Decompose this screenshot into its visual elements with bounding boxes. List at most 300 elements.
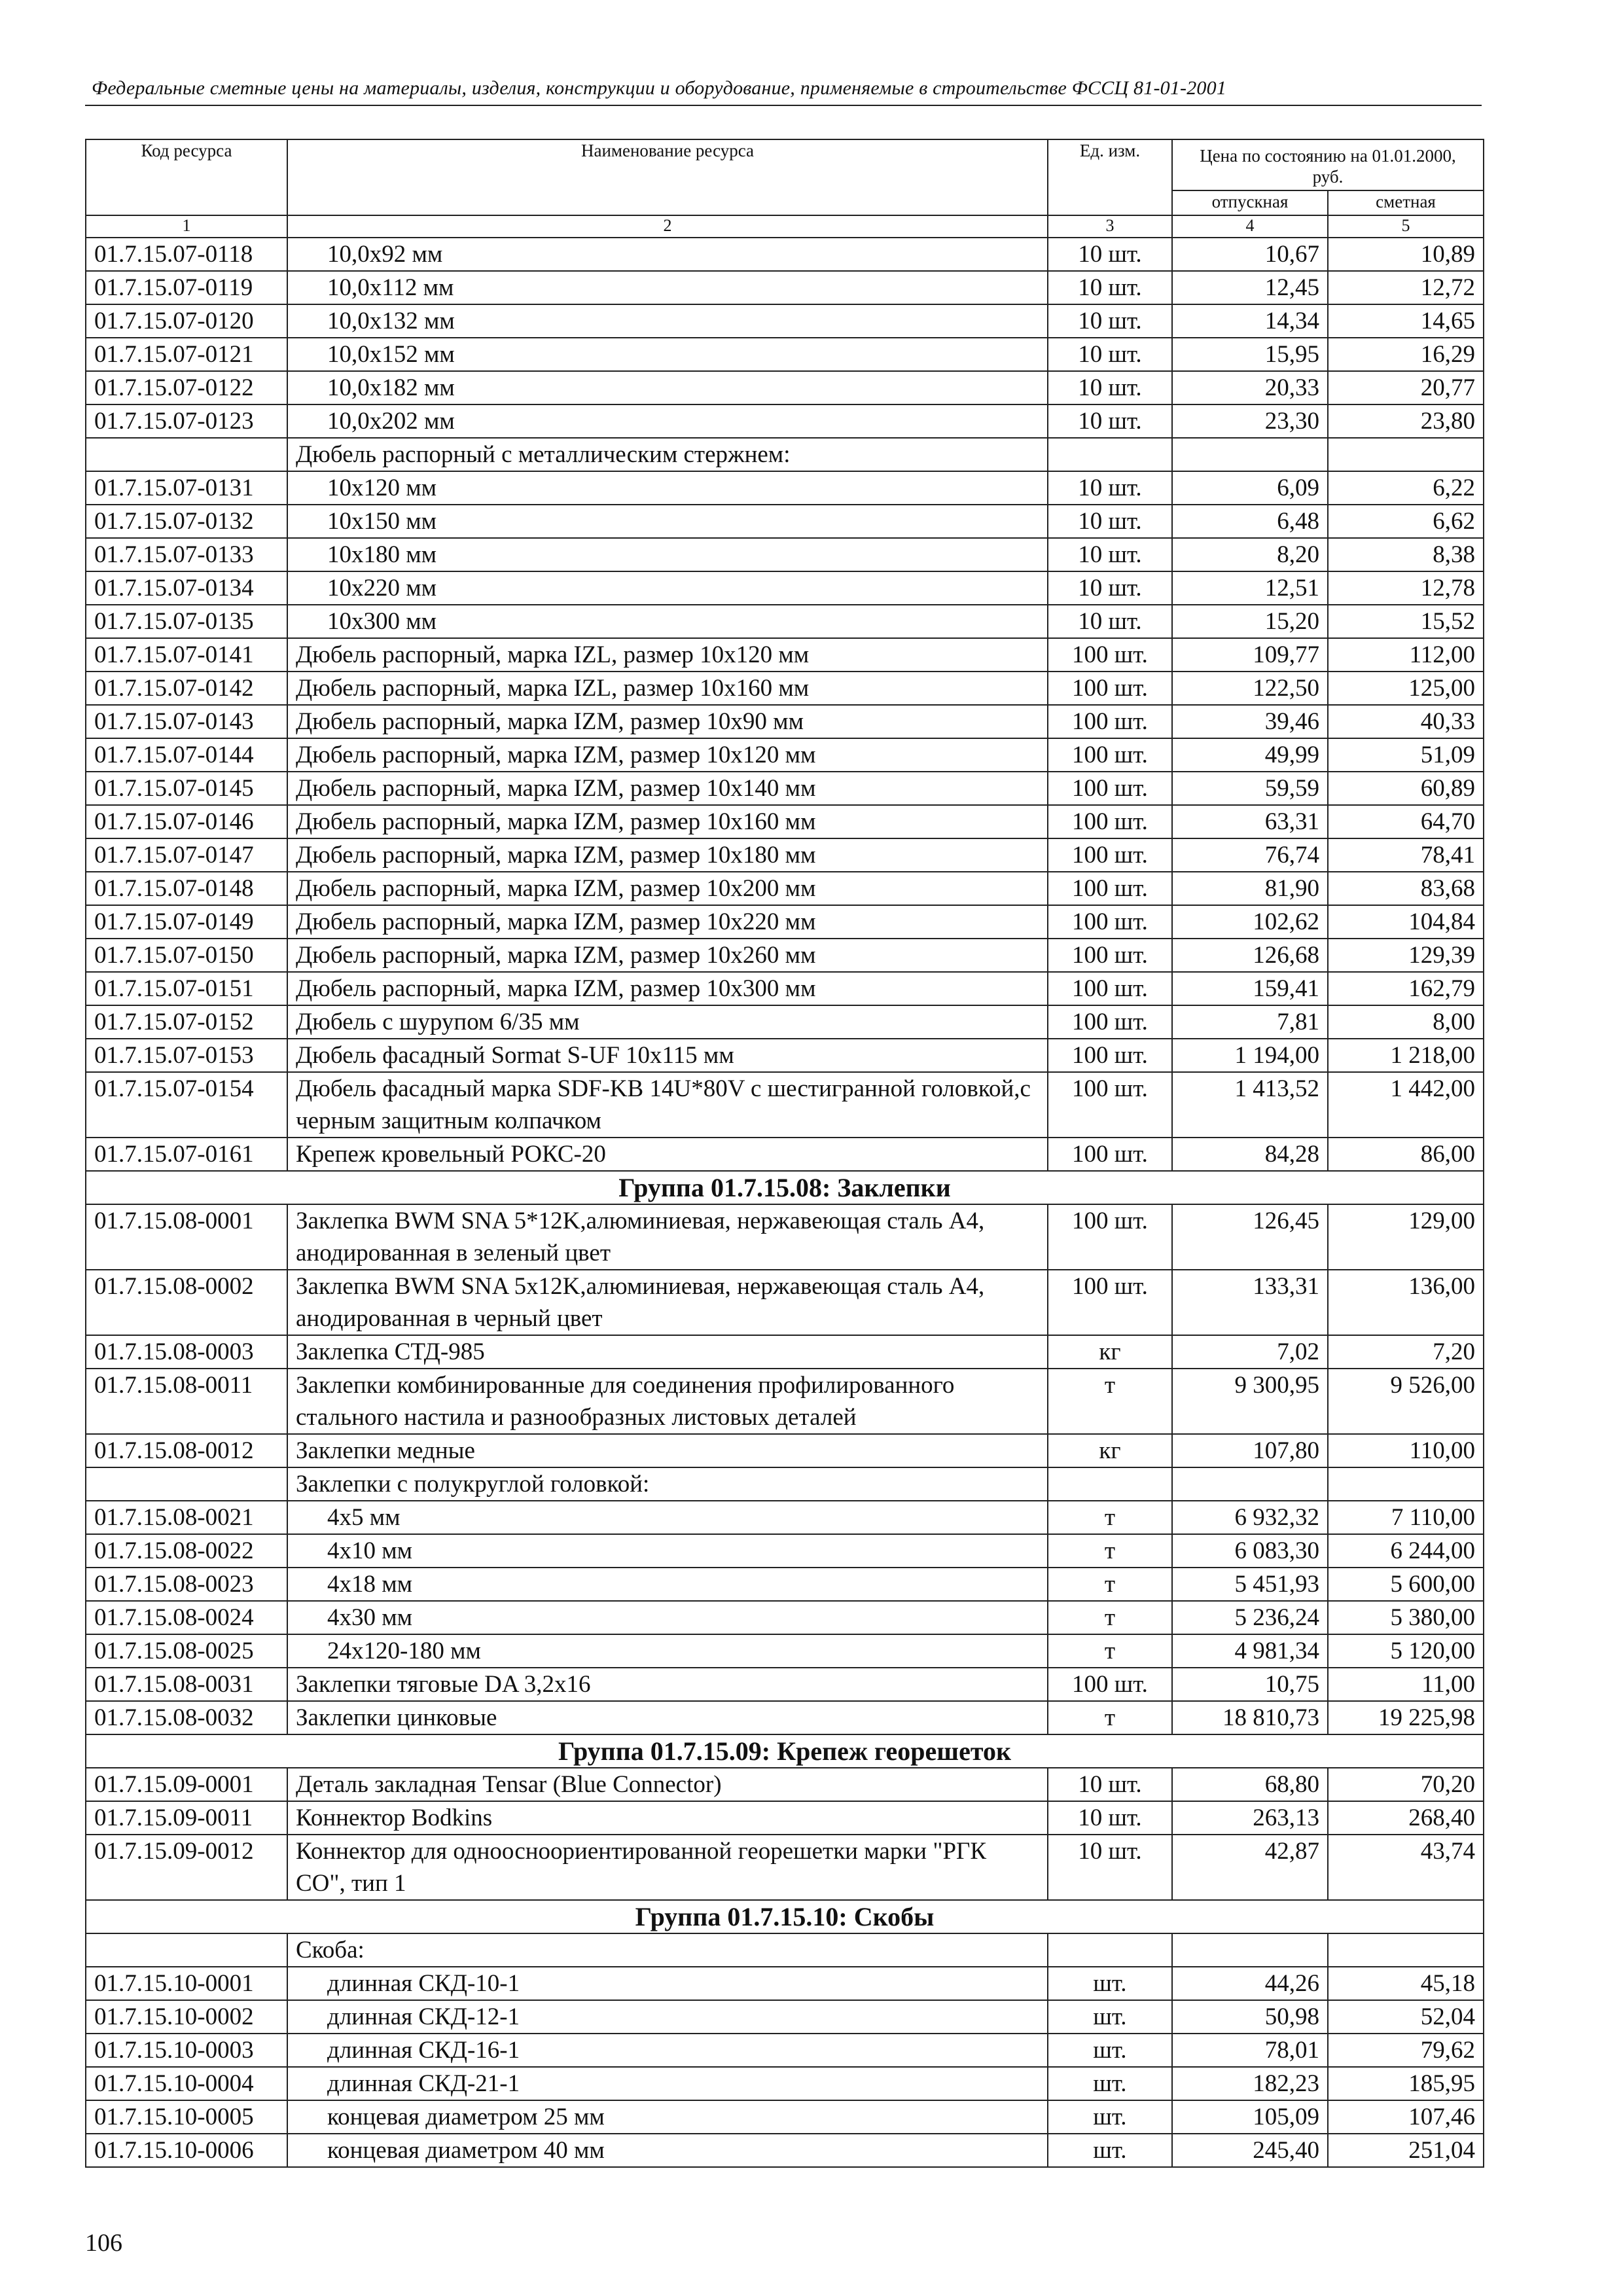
- estimate-price: 129,39: [1328, 939, 1484, 972]
- column-number: 2: [287, 215, 1048, 238]
- resource-code: 01.7.15.07-0154: [86, 1072, 287, 1138]
- unit: 100 шт.: [1048, 905, 1172, 939]
- release-price: 44,26: [1172, 1967, 1328, 2000]
- resource-code: 01.7.15.08-0025: [86, 1634, 287, 1668]
- table-row: [86, 571, 1484, 605]
- table-row: [86, 1801, 1484, 1835]
- resource-code: 01.7.15.07-0145: [86, 772, 287, 805]
- header-rule: [85, 105, 1482, 106]
- estimate-price: 23,80: [1328, 404, 1484, 438]
- resource-code: 01.7.15.07-0148: [86, 872, 287, 905]
- resource-name: Коннектор Bodkins: [287, 1801, 1048, 1835]
- release-price: 81,90: [1172, 872, 1328, 905]
- resource-code: 01.7.15.07-0146: [86, 805, 287, 838]
- table-row: [86, 1005, 1484, 1039]
- header-estimate: сметная: [1328, 190, 1484, 215]
- unit: т: [1048, 1568, 1172, 1601]
- release-price: 12,45: [1172, 271, 1328, 304]
- table-row: [86, 1072, 1484, 1138]
- estimate-price: 19 225,98: [1328, 1701, 1484, 1734]
- resource-name: Дюбель распорный, марка IZL, размер 10x120 мм: [287, 638, 1048, 672]
- resource-name: 4x10 мм: [287, 1534, 1048, 1568]
- estimate-price: 185,95: [1328, 2067, 1484, 2100]
- unit: 100 шт.: [1048, 772, 1172, 805]
- estimate-price: 104,84: [1328, 905, 1484, 939]
- resource-code: 01.7.15.07-0152: [86, 1005, 287, 1039]
- estimate-price: 9 526,00: [1328, 1369, 1484, 1434]
- table-row: [86, 939, 1484, 972]
- subheader-title: Заклепки с полукруглой головкой:: [287, 1467, 1048, 1501]
- resource-name: 10,0x202 мм: [287, 404, 1048, 438]
- resource-code: 01.7.15.08-0024: [86, 1601, 287, 1634]
- estimate-price: 136,00: [1328, 1270, 1484, 1335]
- resource-name: Дюбель с шурупом 6/35 мм: [287, 1005, 1048, 1039]
- resource-code: 01.7.15.07-0122: [86, 371, 287, 404]
- unit: 10 шт.: [1048, 371, 1172, 404]
- unit: 100 шт.: [1048, 1039, 1172, 1072]
- table-row: [86, 1568, 1484, 1601]
- table-row: [86, 1369, 1484, 1434]
- resource-code: 01.7.15.08-0002: [86, 1270, 287, 1335]
- table-row: [86, 1501, 1484, 1534]
- estimate-price: 83,68: [1328, 872, 1484, 905]
- release-price: 76,74: [1172, 838, 1328, 872]
- table-row: [86, 1967, 1484, 2000]
- resource-name: Дюбель распорный, марка IZM, размер 10x90 мм: [287, 705, 1048, 738]
- resource-code: 01.7.15.08-0001: [86, 1204, 287, 1270]
- unit: 10 шт.: [1048, 538, 1172, 571]
- resource-code: 01.7.15.08-0012: [86, 1434, 287, 1467]
- table-row: [86, 338, 1484, 371]
- unit: 100 шт.: [1048, 638, 1172, 672]
- estimate-price: 16,29: [1328, 338, 1484, 371]
- estimate-price: 7,20: [1328, 1335, 1484, 1369]
- release-price: 182,23: [1172, 2067, 1328, 2100]
- estimate-price: 125,00: [1328, 672, 1484, 705]
- resource-name: 10,0x132 мм: [287, 304, 1048, 338]
- table-row: [86, 1534, 1484, 1568]
- group-title: Группа 01.7.15.09: Крепеж георешеток: [86, 1734, 1484, 1768]
- resource-name: 10x180 мм: [287, 538, 1048, 571]
- release-price: 23,30: [1172, 404, 1328, 438]
- resource-name: Дюбель распорный, марка IZM, размер 10x140 мм: [287, 772, 1048, 805]
- table-row: [86, 705, 1484, 738]
- unit: 10 шт.: [1048, 238, 1172, 271]
- estimate-price: 6 244,00: [1328, 1534, 1484, 1568]
- estimate-price: 5 380,00: [1328, 1601, 1484, 1634]
- resource-code: 01.7.15.07-0120: [86, 304, 287, 338]
- column-number: 1: [86, 215, 287, 238]
- release-price: [1172, 1467, 1328, 1501]
- unit: шт.: [1048, 2034, 1172, 2067]
- subheader-row: [86, 1467, 1484, 1501]
- resource-code: 01.7.15.07-0150: [86, 939, 287, 972]
- table-row: [86, 1768, 1484, 1801]
- table-row: [86, 772, 1484, 805]
- resource-code: 01.7.15.08-0023: [86, 1568, 287, 1601]
- resource-code: 01.7.15.07-0149: [86, 905, 287, 939]
- release-price: 263,13: [1172, 1801, 1328, 1835]
- subheader-row: [86, 438, 1484, 471]
- unit: 100 шт.: [1048, 872, 1172, 905]
- release-price: 126,68: [1172, 939, 1328, 972]
- resource-code: 01.7.15.08-0011: [86, 1369, 287, 1434]
- resource-name: длинная СКД-16-1: [287, 2034, 1048, 2067]
- resource-code: 01.7.15.07-0161: [86, 1138, 287, 1171]
- resource-code: 01.7.15.10-0005: [86, 2100, 287, 2134]
- estimate-price: 45,18: [1328, 1967, 1484, 2000]
- header-name: Наименование ресурса: [287, 139, 1048, 215]
- release-price: 7,81: [1172, 1005, 1328, 1039]
- unit: 10 шт.: [1048, 471, 1172, 505]
- resource-code: 01.7.15.07-0119: [86, 271, 287, 304]
- table-row: [86, 838, 1484, 872]
- unit: [1048, 438, 1172, 471]
- release-price: 59,59: [1172, 772, 1328, 805]
- resource-name: Дюбель распорный, марка IZM, размер 10x260 мм: [287, 939, 1048, 972]
- resource-code: 01.7.15.09-0012: [86, 1835, 287, 1900]
- unit: 100 шт.: [1048, 1204, 1172, 1270]
- estimate-price: 60,89: [1328, 772, 1484, 805]
- release-price: 4 981,34: [1172, 1634, 1328, 1668]
- resource-name: Крепеж кровельный РОКС-20: [287, 1138, 1048, 1171]
- resource-code: 01.7.15.07-0142: [86, 672, 287, 705]
- resource-name: 10x150 мм: [287, 505, 1048, 538]
- unit: 10 шт.: [1048, 571, 1172, 605]
- estimate-price: 8,00: [1328, 1005, 1484, 1039]
- unit: т: [1048, 1601, 1172, 1634]
- estimate-price: 12,72: [1328, 271, 1484, 304]
- resource-code: 01.7.15.08-0031: [86, 1668, 287, 1701]
- unit: 100 шт.: [1048, 939, 1172, 972]
- table-row: [86, 505, 1484, 538]
- unit: 100 шт.: [1048, 1668, 1172, 1701]
- table-row: [86, 371, 1484, 404]
- release-price: 1 413,52: [1172, 1072, 1328, 1138]
- unit: шт.: [1048, 2134, 1172, 2167]
- release-price: 68,80: [1172, 1768, 1328, 1801]
- resource-code: 01.7.15.08-0021: [86, 1501, 287, 1534]
- resource-code: [86, 1933, 287, 1967]
- release-price: 6 083,30: [1172, 1534, 1328, 1568]
- resource-name: Дюбель распорный, марка IZM, размер 10x300 мм: [287, 972, 1048, 1005]
- resource-name: концевая диаметром 40 мм: [287, 2134, 1048, 2167]
- release-price: 15,95: [1172, 338, 1328, 371]
- resource-code: 01.7.15.07-0143: [86, 705, 287, 738]
- resource-code: 01.7.15.09-0011: [86, 1801, 287, 1835]
- group-row: [86, 1900, 1484, 1933]
- estimate-price: 5 600,00: [1328, 1568, 1484, 1601]
- table-row: [86, 1701, 1484, 1734]
- unit: кг: [1048, 1335, 1172, 1369]
- table-row: [86, 1835, 1484, 1900]
- resource-name: Заклепки медные: [287, 1434, 1048, 1467]
- estimate-price: 11,00: [1328, 1668, 1484, 1701]
- resource-code: 01.7.15.10-0006: [86, 2134, 287, 2167]
- resource-code: 01.7.15.07-0144: [86, 738, 287, 772]
- release-price: 10,67: [1172, 238, 1328, 271]
- table-row: [86, 872, 1484, 905]
- resource-name: Дюбель фасадный марка SDF-KB 14U*80V с шестигранной головкой,с черным защитным колпачком: [287, 1072, 1048, 1138]
- resource-code: 01.7.15.07-0135: [86, 605, 287, 638]
- estimate-price: 7 110,00: [1328, 1501, 1484, 1534]
- resource-name: 10x120 мм: [287, 471, 1048, 505]
- resource-code: 01.7.15.07-0153: [86, 1039, 287, 1072]
- unit: 10 шт.: [1048, 304, 1172, 338]
- resource-name: Коннектор для одноосноориентированной георешетки марки "РГК СО", тип 1: [287, 1835, 1048, 1900]
- release-price: 6,48: [1172, 505, 1328, 538]
- release-price: 12,51: [1172, 571, 1328, 605]
- table-row: [86, 2034, 1484, 2067]
- release-price: 6 932,32: [1172, 1501, 1328, 1534]
- resource-name: 4x5 мм: [287, 1501, 1048, 1534]
- estimate-price: 12,78: [1328, 571, 1484, 605]
- estimate-price: 79,62: [1328, 2034, 1484, 2067]
- estimate-price: 10,89: [1328, 238, 1484, 271]
- resource-name: 10,0x182 мм: [287, 371, 1048, 404]
- estimate-price: 15,52: [1328, 605, 1484, 638]
- resource-name: Дюбель распорный, марка IZM, размер 10x200 мм: [287, 872, 1048, 905]
- table-row: [86, 1634, 1484, 1668]
- resource-code: 01.7.15.09-0001: [86, 1768, 287, 1801]
- header-unit: Ед. изм.: [1048, 139, 1172, 215]
- resource-code: 01.7.15.08-0022: [86, 1534, 287, 1568]
- estimate-price: 86,00: [1328, 1138, 1484, 1171]
- release-price: 159,41: [1172, 972, 1328, 1005]
- table-body: [86, 238, 1484, 2167]
- estimate-price: 107,46: [1328, 2100, 1484, 2134]
- table-row: [86, 605, 1484, 638]
- resource-name: Дюбель распорный, марка IZM, размер 10x120 мм: [287, 738, 1048, 772]
- table-row: [86, 738, 1484, 772]
- resource-name: Дюбель распорный, марка IZL, размер 10x160 мм: [287, 672, 1048, 705]
- group-title: Группа 01.7.15.10: Скобы: [86, 1900, 1484, 1933]
- release-price: 102,62: [1172, 905, 1328, 939]
- estimate-price: 129,00: [1328, 1204, 1484, 1270]
- header-price: Цена по состоянию на 01.01.2000, руб.: [1172, 139, 1484, 190]
- resource-name: 10,0x152 мм: [287, 338, 1048, 371]
- release-price: 18 810,73: [1172, 1701, 1328, 1734]
- resource-name: длинная СКД-21-1: [287, 2067, 1048, 2100]
- table-row: [86, 404, 1484, 438]
- unit: 100 шт.: [1048, 1270, 1172, 1335]
- release-price: 42,87: [1172, 1835, 1328, 1900]
- release-price: 5 451,93: [1172, 1568, 1328, 1601]
- resource-code: 01.7.15.07-0131: [86, 471, 287, 505]
- estimate-price: 6,22: [1328, 471, 1484, 505]
- release-price: 7,02: [1172, 1335, 1328, 1369]
- resource-name: 24x120-180 мм: [287, 1634, 1048, 1668]
- resource-name: Дюбель распорный, марка IZM, размер 10x220 мм: [287, 905, 1048, 939]
- release-price: 10,75: [1172, 1668, 1328, 1701]
- resource-name: длинная СКД-10-1: [287, 1967, 1048, 2000]
- resource-code: 01.7.15.10-0003: [86, 2034, 287, 2067]
- unit: т: [1048, 1534, 1172, 1568]
- resource-code: 01.7.15.07-0118: [86, 238, 287, 271]
- release-price: [1172, 1933, 1328, 1967]
- unit: 100 шт.: [1048, 972, 1172, 1005]
- unit: т: [1048, 1701, 1172, 1734]
- resource-code: 01.7.15.08-0032: [86, 1701, 287, 1734]
- group-title: Группа 01.7.15.08: Заклепки: [86, 1171, 1484, 1204]
- column-number: 5: [1328, 215, 1484, 238]
- release-price: 78,01: [1172, 2034, 1328, 2067]
- unit: т: [1048, 1634, 1172, 1668]
- estimate-price: 268,40: [1328, 1801, 1484, 1835]
- estimate-price: 70,20: [1328, 1768, 1484, 1801]
- estimate-price: 112,00: [1328, 638, 1484, 672]
- release-price: 5 236,24: [1172, 1601, 1328, 1634]
- subheader-title: Скоба:: [287, 1933, 1048, 1967]
- unit: 100 шт.: [1048, 738, 1172, 772]
- unit: 10 шт.: [1048, 338, 1172, 371]
- subheader-title: Дюбель распорный с металлическим стержнем:: [287, 438, 1048, 471]
- table-row: [86, 972, 1484, 1005]
- release-price: 9 300,95: [1172, 1369, 1328, 1434]
- resource-name: 10,0x112 мм: [287, 271, 1048, 304]
- unit: 10 шт.: [1048, 404, 1172, 438]
- estimate-price: 1 442,00: [1328, 1072, 1484, 1138]
- table-row: [86, 271, 1484, 304]
- resource-name: Дюбель фасадный Sormat S-UF 10x115 мм: [287, 1039, 1048, 1072]
- resource-code: 01.7.15.10-0004: [86, 2067, 287, 2100]
- resource-code: 01.7.15.07-0133: [86, 538, 287, 571]
- table-row: [86, 1270, 1484, 1335]
- estimate-price: 14,65: [1328, 304, 1484, 338]
- release-price: 49,99: [1172, 738, 1328, 772]
- table-row: [86, 2134, 1484, 2167]
- unit: т: [1048, 1501, 1172, 1534]
- release-price: 20,33: [1172, 371, 1328, 404]
- group-row: [86, 1734, 1484, 1768]
- table-row: [86, 1601, 1484, 1634]
- resource-code: 01.7.15.07-0141: [86, 638, 287, 672]
- table-row: [86, 1335, 1484, 1369]
- unit: 10 шт.: [1048, 271, 1172, 304]
- resource-name: 10x220 мм: [287, 571, 1048, 605]
- table-row: [86, 238, 1484, 271]
- table-row: [86, 2000, 1484, 2034]
- column-number: 3: [1048, 215, 1172, 238]
- resource-name: Заклепки тяговые DA 3,2x16: [287, 1668, 1048, 1701]
- unit: 10 шт.: [1048, 1835, 1172, 1900]
- price-table: [85, 139, 1484, 2168]
- resource-code: 01.7.15.07-0132: [86, 505, 287, 538]
- resource-name: 4x18 мм: [287, 1568, 1048, 1601]
- resource-name: Заклепки комбинированные для соединения профилированного стального настила и разнообразных листовых деталей: [287, 1369, 1048, 1434]
- unit: 10 шт.: [1048, 505, 1172, 538]
- estimate-price: 8,38: [1328, 538, 1484, 571]
- unit: 100 шт.: [1048, 672, 1172, 705]
- estimate-price: [1328, 1933, 1484, 1967]
- release-price: 8,20: [1172, 538, 1328, 571]
- table-row: [86, 905, 1484, 939]
- table-row: [86, 1138, 1484, 1171]
- unit: шт.: [1048, 2100, 1172, 2134]
- resource-name: Заклепка BWM SNA 5*12K,алюминиевая, нержавеющая сталь А4, анодированная в зеленый цвет: [287, 1204, 1048, 1270]
- resource-name: Дюбель распорный, марка IZM, размер 10x180 мм: [287, 838, 1048, 872]
- release-price: 50,98: [1172, 2000, 1328, 2034]
- resource-code: 01.7.15.10-0001: [86, 1967, 287, 2000]
- table-row: [86, 805, 1484, 838]
- release-price: [1172, 438, 1328, 471]
- resource-code: 01.7.15.07-0134: [86, 571, 287, 605]
- release-price: 107,80: [1172, 1434, 1328, 1467]
- resource-name: концевая диаметром 25 мм: [287, 2100, 1048, 2134]
- estimate-price: [1328, 1467, 1484, 1501]
- resource-name: 4x30 мм: [287, 1601, 1048, 1634]
- unit: 100 шт.: [1048, 1005, 1172, 1039]
- page-header: Федеральные сметные цены на материалы, изделия, конструкции и оборудование, применяемые в строительстве ФССЦ 81-01-2001: [92, 77, 1227, 99]
- unit: 10 шт.: [1048, 1801, 1172, 1835]
- table-row: [86, 672, 1484, 705]
- estimate-price: [1328, 438, 1484, 471]
- header-code: Код ресурса: [86, 139, 287, 215]
- table-row: [86, 304, 1484, 338]
- header-release: отпускная: [1172, 190, 1328, 215]
- table-row: [86, 471, 1484, 505]
- estimate-price: 6,62: [1328, 505, 1484, 538]
- resource-code: 01.7.15.07-0151: [86, 972, 287, 1005]
- estimate-price: 51,09: [1328, 738, 1484, 772]
- release-price: 6,09: [1172, 471, 1328, 505]
- release-price: 245,40: [1172, 2134, 1328, 2167]
- unit: 100 шт.: [1048, 805, 1172, 838]
- subheader-row: [86, 1933, 1484, 1967]
- resource-name: Дюбель распорный, марка IZM, размер 10x160 мм: [287, 805, 1048, 838]
- estimate-price: 43,74: [1328, 1835, 1484, 1900]
- table-row: [86, 1668, 1484, 1701]
- unit: 100 шт.: [1048, 705, 1172, 738]
- release-price: 14,34: [1172, 304, 1328, 338]
- estimate-price: 162,79: [1328, 972, 1484, 1005]
- release-price: 15,20: [1172, 605, 1328, 638]
- estimate-price: 40,33: [1328, 705, 1484, 738]
- release-price: 63,31: [1172, 805, 1328, 838]
- release-price: 109,77: [1172, 638, 1328, 672]
- column-number: 4: [1172, 215, 1328, 238]
- unit: т: [1048, 1369, 1172, 1434]
- estimate-price: 52,04: [1328, 2000, 1484, 2034]
- unit: шт.: [1048, 2067, 1172, 2100]
- resource-name: 10,0x92 мм: [287, 238, 1048, 271]
- unit: 10 шт.: [1048, 605, 1172, 638]
- resource-code: 01.7.15.07-0121: [86, 338, 287, 371]
- resource-code: [86, 1467, 287, 1501]
- table-row: [86, 1434, 1484, 1467]
- resource-name: Заклепка BWM SNA 5x12K,алюминиевая, нержавеющая сталь А4, анодированная в черный цвет: [287, 1270, 1048, 1335]
- estimate-price: 5 120,00: [1328, 1634, 1484, 1668]
- unit: 100 шт.: [1048, 838, 1172, 872]
- release-price: 133,31: [1172, 1270, 1328, 1335]
- resource-code: 01.7.15.10-0002: [86, 2000, 287, 2034]
- unit: 100 шт.: [1048, 1138, 1172, 1171]
- release-price: 122,50: [1172, 672, 1328, 705]
- table-row: [86, 538, 1484, 571]
- table-row: [86, 638, 1484, 672]
- table-row: [86, 1039, 1484, 1072]
- resource-code: 01.7.15.07-0147: [86, 838, 287, 872]
- release-price: 1 194,00: [1172, 1039, 1328, 1072]
- table-row: [86, 2100, 1484, 2134]
- resource-name: Заклепка СТД-985: [287, 1335, 1048, 1369]
- unit: 100 шт.: [1048, 1072, 1172, 1138]
- resource-name: Деталь закладная Tensar (Blue Connector): [287, 1768, 1048, 1801]
- resource-name: Заклепки цинковые: [287, 1701, 1048, 1734]
- release-price: 105,09: [1172, 2100, 1328, 2134]
- release-price: 126,45: [1172, 1204, 1328, 1270]
- resource-code: 01.7.15.07-0123: [86, 404, 287, 438]
